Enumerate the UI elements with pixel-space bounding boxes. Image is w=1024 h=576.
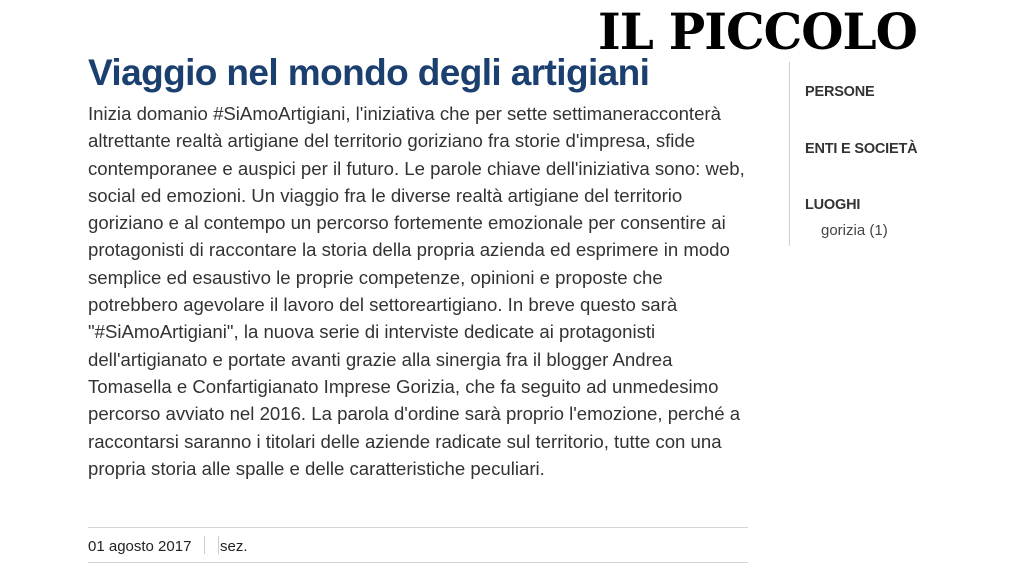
sidebar-item-gorizia[interactable]: gorizia (1) xyxy=(821,222,888,239)
sidebar-heading-persone: PERSONE xyxy=(805,84,875,100)
meta-divider xyxy=(204,536,205,554)
site-logo[interactable]: IL PICCOLO xyxy=(598,2,917,61)
article-section-label: sez. xyxy=(220,538,248,555)
tags-sidebar xyxy=(789,62,1004,246)
article-date: 01 agosto 2017 xyxy=(88,538,192,555)
article-body: Inizia domanio #SiAmoArtigiani, l'iniziativa che per sette settimaneracconterà altrettante realtà artigiane del territorio goriziano fra storie d'impresa, sfide contemporanee e auspici per il futuro. Le parole chiave dell'iniziativa sono: web, social ed emozioni. Un viaggio fra le diverse realtà artigiane del territorio goriziano e al contempo un percorso fortemente emozionale per consentire ai protagonisti di raccontare la storia della propria azienda ed esprimere in modo semplice ed esaustivo le proprie competenze, opinioni e proposte che potrebbero agevolare il lavoro del settoreartigiano. In breve questo sarà "#SiAmoArtigiani", la nuova serie di interviste dedicate ai protagonisti dell'artigianato e portate avanti grazie alla sinergia fra il blogger Andrea Tomasella e Confartigianato Imprese Gorizia, che fa seguito ad unmedesimo percorso avviato nel 2016. La parola d'ordine sarà proprio l'emozione, perché a raccontarsi saranno i titolari delle aziende radicate sul territorio, tutte con una propria storia alle spalle e delle caratteristiche peculiari. xyxy=(88,103,745,479)
meta-divider xyxy=(218,536,219,554)
article-meta-bar xyxy=(88,527,748,563)
article-title: Viaggio nel mondo degli artigiani xyxy=(88,52,650,93)
sidebar-heading-luoghi: LUOGHI xyxy=(805,197,861,213)
sidebar-heading-enti-e-societa: ENTI E SOCIETÀ xyxy=(805,141,918,157)
article xyxy=(88,50,748,482)
